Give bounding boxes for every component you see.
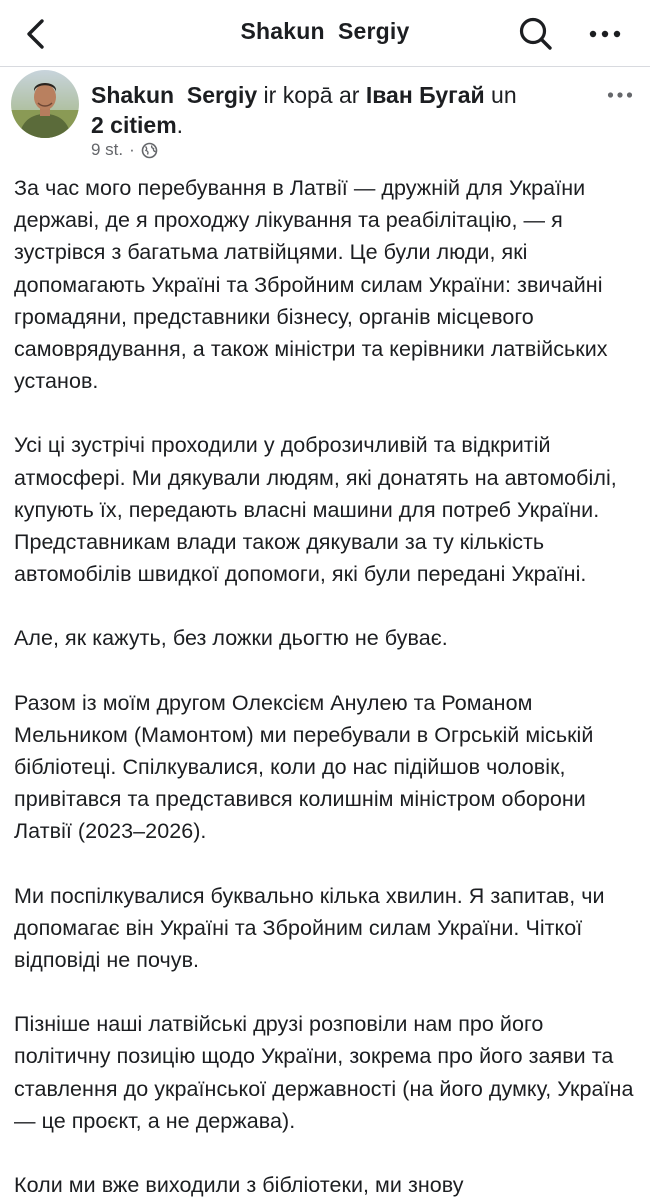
meta-separator: · [129, 140, 135, 159]
post-paragraph-6: Пізніше наші латвійські друзі розповіли нам про його політичну позицію щодо України, зокрема про його заяви та ставлення до української державності (на його думку, Україна — це проєкт, а не держава). [14, 1012, 634, 1133]
globe-icon [141, 142, 158, 159]
with-text: ir kopā ar [257, 82, 366, 108]
tagged-person-link[interactable]: Іван Бугай [365, 82, 485, 108]
post-timestamp[interactable]: 9 st. [91, 140, 124, 159]
post-header [0, 66, 650, 166]
search-button[interactable] [514, 12, 558, 56]
search-icon [518, 16, 554, 52]
period: . [176, 112, 184, 138]
post-paragraph-2: Усі ці зустрічі проходили у доброзичливій та відкритій атмосфері. Ми дякували людям, які донатять на автомобілі, купують їх, передають власні машини для потреб України. Представникам влади також дякували за ту кількість автомобілів швидкої допомоги, які були передані Україні. [14, 433, 617, 587]
top-navigation-bar [0, 0, 650, 67]
author-name[interactable]: Shakun Sergiy [91, 82, 258, 108]
page-title: Shakun Sergiy [240, 18, 410, 44]
post-paragraph-3: Але, як кажуть, без ложки дьогтю не буває. [14, 626, 448, 651]
more-horizontal-icon [607, 91, 633, 99]
and-text: un [484, 82, 517, 108]
post-text [14, 172, 640, 1199]
more-horizontal-icon [589, 29, 621, 39]
avatar[interactable] [11, 70, 79, 138]
post-meta [91, 140, 158, 160]
more-options-button[interactable] [583, 12, 627, 56]
post-author-line [91, 80, 561, 140]
others-link[interactable]: 2 citiem [91, 112, 177, 138]
post-paragraph-1: За час мого перебування в Латвії — дружній для України державі, де я проходжу лікування та реабілітацію, — я зустрівся з багатьма латвійцями. Це були люди, які допомагають Україні та Збройним силам України: звичайні громадяни, представники бізнесу, органів місцевого самоврядування, а також міністри та керівники латвійських установ. [14, 176, 608, 394]
post-paragraph-7: Коли ми вже виходили з бібліотеки, ми знову [14, 1173, 464, 1198]
post-more-button[interactable] [600, 80, 640, 110]
post-paragraph-4: Разом із моїм другом Олексієм Анулею та Романом Мельником (Мамонтом) ми перебували в Огрській міській бібліотеці. Спілкувалися, коли до нас підійшов чоловік, привітався та представився колишнім міністром оборони Латвії (2023–2026). [14, 690, 594, 844]
profile-photo [11, 70, 79, 138]
post-paragraph-5: Ми поспілкувалися буквально кілька хвилин. Я запитав, чи допомагає він Україні та Збройним силам України. Чіткої відповіді не почув. [14, 883, 605, 973]
